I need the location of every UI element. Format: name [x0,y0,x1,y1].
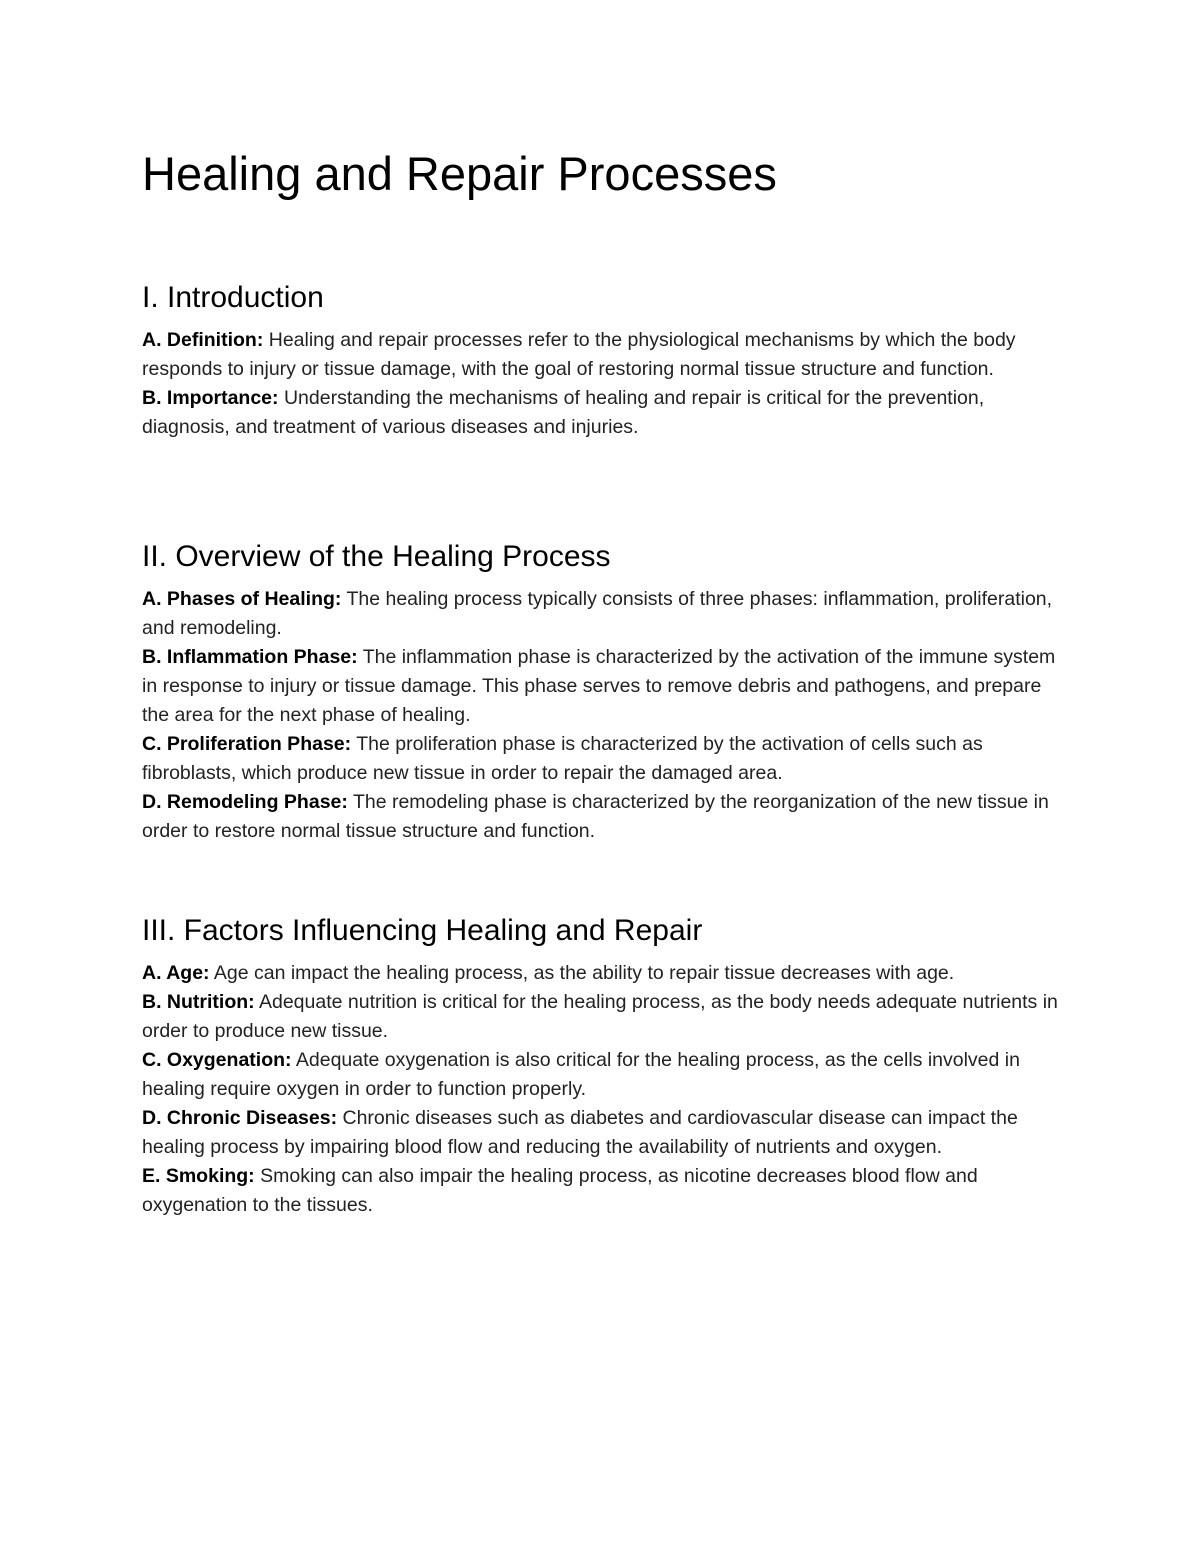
list-item [142,643,1072,730]
list-item [142,988,1072,1046]
document-title: Healing and Repair Processes [142,147,777,200]
item-label: C. Oxygenation: [142,1049,292,1071]
item-text: Adequate nutrition is critical for the healing process, as the body needs adequate nutrients in order to produce new tissue. [142,991,1058,1042]
list-item [142,788,1072,846]
list-item [142,384,1072,442]
item-text: Adequate oxygenation is also critical for the healing process, as the cells involved in healing require oxygen in order to function properly. [142,1049,1020,1100]
list-item [142,326,1072,384]
item-label: D. Chronic Diseases: [142,1107,338,1129]
item-label: B. Importance: [142,387,279,409]
item-label: A. Phases of Healing: [142,588,342,610]
list-item [142,585,1072,643]
item-text: The inflammation phase is characterized by the activation of the immune system in response to injury or tissue damage. This phase serves to remove debris and pathogens, and prepare the area for the next phase of healing. [142,646,1056,726]
section-heading: III. Factors Influencing Healing and Repair [142,914,703,947]
item-label: E. Smoking: [142,1165,255,1187]
list-item [142,959,1072,988]
item-text: Smoking can also impair the healing process, as nicotine decreases blood flow and oxygenation to the tissues. [142,1165,978,1216]
list-item [142,1104,1072,1162]
item-label: D. Remodeling Phase: [142,791,348,813]
item-label: C. Proliferation Phase: [142,733,352,755]
list-item [142,730,1072,788]
item-text: Understanding the mechanisms of healing and repair is critical for the prevention, diagnosis, and treatment of various diseases and injuries. [142,387,985,438]
section-introduction [142,278,1072,442]
list-item [142,1046,1072,1104]
section-heading: II. Overview of the Healing Process [142,540,611,573]
item-text: The remodeling phase is characterized by the reorganization of the new tissue in order to restore normal tissue structure and function. [142,791,1049,842]
section-heading: I. Introduction [142,281,324,314]
item-text: Age can impact the healing process, as the ability to repair tissue decreases with age. [213,962,955,984]
item-text: Chronic diseases such as diabetes and cardiovascular disease can impact the healing process by impairing blood flow and reducing the availability of nutrients and oxygen. [142,1107,1018,1158]
item-text: The healing process typically consists of three phases: inflammation, proliferation, and remodeling. [142,588,1053,639]
item-label: B. Inflammation Phase: [142,646,358,668]
item-label: A. Definition: [142,329,264,351]
item-label: B. Nutrition: [142,991,255,1013]
item-text: Healing and repair processes refer to the physiological mechanisms by which the body responds to injury or tissue damage, with the goal of restoring normal tissue structure and function. [142,329,1016,380]
section-items [142,585,1072,846]
list-item [142,1162,1072,1220]
item-label: A. Age: [142,962,210,984]
section-items [142,959,1072,1220]
section-factors [142,911,1072,1220]
item-text: The proliferation phase is characterized by the activation of cells such as fibroblasts, which produce new tissue in order to repair the damaged area. [142,733,983,784]
section-overview [142,537,1072,846]
section-items [142,326,1072,442]
